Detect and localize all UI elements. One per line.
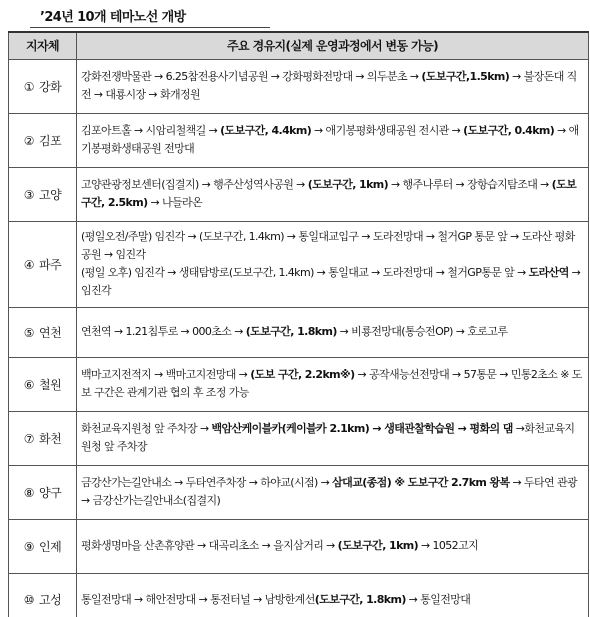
route-text: (평일오전/주말) 임진각 → (도보구간, 1.4km) → 통일대교입구 → 도라전망대 → 철거GP 통문 앞 → 도라산 평화공원 → 임진각 (81, 230, 575, 261)
route-text: → 비룡전망대(통승전OP) → 호로고루 (336, 325, 508, 338)
route-text-bold: (도보구간, 4.4km) (220, 124, 312, 137)
route-cell (77, 465, 589, 519)
region-name: 김포 (39, 133, 62, 148)
table-row (9, 465, 589, 519)
region-cell (9, 573, 77, 617)
route-text-bold: (도보구간, 2.5km) (81, 178, 577, 209)
region-cell (9, 113, 77, 167)
table-row (9, 221, 589, 307)
route-text: → 나들라온 (147, 196, 203, 209)
region-number: ⑨ (23, 539, 35, 554)
route-text: → 애기봉평화생태공원 전망대 (81, 124, 579, 155)
route-text: 강화전쟁박물관 → 6.25참전용사기념공원 → 강화평화전망대 → 의두분초 → (81, 70, 422, 83)
route-cell (77, 307, 589, 357)
route-text-bold: (도보구간, 1km) (337, 539, 419, 552)
region-cell (9, 465, 77, 519)
region-cell (9, 307, 77, 357)
route-text: 통일전망대 → 해안전망대 → 통전터널 → 남방한계선 (81, 592, 315, 606)
route-text: 화천교육지원청 앞 주차장 → (81, 422, 212, 435)
table-row (9, 59, 589, 113)
region-number: ③ (23, 187, 35, 202)
route-text: → 행주나루터 → 장항습지탐조대 → (388, 178, 552, 191)
region-name: 인제 (39, 539, 62, 554)
header-route: 주요 경유지(실제 운영과정에서 변동 가능) (77, 32, 589, 59)
region-number: ⑧ (23, 485, 35, 500)
region-number: ④ (23, 257, 35, 272)
route-text-bold: (도보구간,1.5km) (421, 70, 510, 83)
region-cell (9, 519, 77, 573)
table-row (9, 167, 589, 221)
route-text-bold: (도보구간, 1km) (307, 178, 389, 191)
region-number: ⑦ (23, 431, 35, 446)
route-text-bold: 도라산역 (528, 266, 569, 279)
region-name: 연천 (39, 325, 62, 340)
route-text-bold: (도보구간, 1.8km) (245, 325, 337, 338)
route-text: → 공작새능선전망대 → 57통문 → 민통2초소 ※ 도보 구간은 관계기관 협의 후 조정 가능 (81, 368, 582, 399)
route-text: 평화생명마을 산촌휴양관 → 대곡리초소 → 을지삼거리 → (81, 539, 338, 552)
region-number: ① (23, 79, 35, 94)
route-text-bold: (도보구간, 1.8km) (314, 592, 406, 606)
table-body (9, 59, 589, 617)
route-text: (평일 오후) 임진각 → 생태탐방로(도보구간, 1.4km) → 통일대교 → 도라전망대 → 철거GP통문 앞 → (81, 266, 529, 279)
route-cell (77, 357, 589, 411)
table-row (9, 307, 589, 357)
route-text: 연천역 → 1.21침투로 → 000초소 → (81, 325, 246, 338)
region-cell (9, 59, 77, 113)
region-cell (9, 221, 77, 307)
region-cell (9, 167, 77, 221)
route-text: → 불장돈대 직전 → 대룡시장 → 화개정원 (81, 70, 577, 101)
route-text: → 두타연 관광→ 금강산가는길안내소(집결지) (81, 476, 577, 507)
route-text: → 1052고지 (418, 539, 479, 552)
route-text: →화천교육지원청 앞 주차장 (81, 422, 575, 453)
route-text: 고양관광정보센터(집결지) → 행주산성역사공원 → (81, 178, 308, 191)
route-cell (77, 573, 589, 617)
region-cell (9, 357, 77, 411)
header-region: 지자체 (9, 32, 77, 59)
table-row (9, 411, 589, 465)
region-name: 강화 (39, 79, 62, 94)
route-text: → 임진각 (81, 266, 581, 297)
region-name: 파주 (39, 257, 62, 272)
region-cell (9, 411, 77, 465)
region-number: ⑥ (23, 377, 35, 392)
table-row (9, 113, 589, 167)
route-cell (77, 411, 589, 465)
route-cell (77, 221, 589, 307)
table-row (9, 519, 589, 573)
route-text: 금강산가는길안내소 → 두타연주차장 → 하야교(시점) → (81, 476, 333, 489)
route-text: 백마고지전적지 → 백마고지전망대 → (81, 368, 251, 381)
region-name: 화천 (39, 431, 62, 446)
route-text: 김포아트홀 → 시암리철책길 → (81, 124, 221, 137)
route-text: → 애기봉평화생태공원 전시관 → (311, 124, 464, 137)
region-number: ② (23, 133, 35, 148)
route-text-bold: 백암산케이블카(케이블카 2.1km) → 생태관찰학습원 → 평화의 댐 (211, 422, 513, 435)
route-text-bold: (도보 구간, 2.2km※) (250, 368, 355, 381)
region-name: 고성 (39, 593, 62, 608)
route-cell (77, 113, 589, 167)
table-row (9, 573, 589, 617)
route-text-bold: (도보구간, 0.4km) (463, 124, 555, 137)
region-name: 고양 (39, 187, 62, 202)
region-name: 철원 (39, 377, 62, 392)
document-title: ’24년 10개 테마노선 개방 (40, 10, 186, 25)
region-name: 양구 (39, 485, 62, 500)
route-cell (77, 59, 589, 113)
table-header-row (9, 32, 589, 59)
route-text: → 통일전망대 (405, 592, 471, 606)
route-text-bold: 삼대교(종점) ※ 도보구간 2.7km 왕복 (332, 476, 510, 489)
route-cell (77, 167, 589, 221)
route-table (8, 31, 589, 617)
table-row (9, 357, 589, 411)
route-cell (77, 519, 589, 573)
region-number: ⑩ (23, 593, 35, 608)
title-underline (30, 27, 270, 28)
region-number: ⑤ (23, 325, 35, 340)
